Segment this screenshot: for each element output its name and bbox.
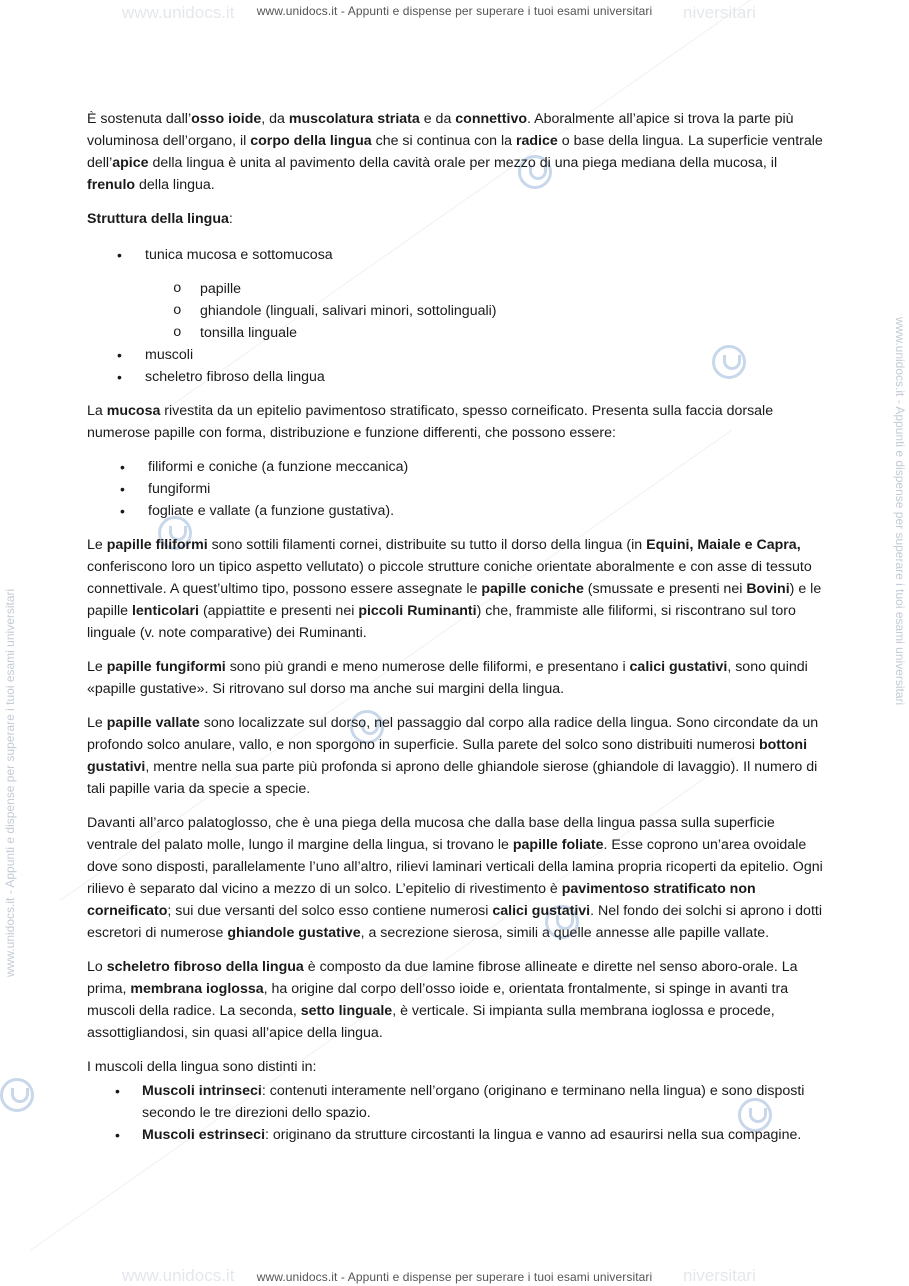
watermark-side-left: www.unidocs.it - Appunti e dispense per superare i tuoi esami universitari (3, 588, 17, 977)
bold-term: frenulo (87, 177, 136, 193)
list-item: • muscoli (87, 344, 827, 366)
list-item: o ghiandole (linguali, salivari minori, sottolinguali) (87, 300, 827, 322)
bold-term: Equini, Maiale e Capra, (646, 537, 801, 553)
papille-types-list (90, 456, 827, 522)
watermark-ghost-text: www.unidocs.it (122, 3, 235, 22)
bold-term: radice (515, 133, 558, 149)
paragraph-mucosa: La mucosa rivestita da un epitelio pavimentoso stratificato, spesso corneificato. Presenta sulla faccia dorsale numerose papille con forma, distribuzione e funzione differenti, che possono essere: (87, 403, 774, 441)
unidocs-logo-icon (0, 1078, 34, 1112)
paragraph-scheletro: Lo scheletro fibroso della lingua è composto da due lamine fibrose allineate e dirette nel senso aboro-orale. La prima, membrana ioglossa, ha origine dal corpo dell’osso ioide e, orientata frontalmente, si spinge in avanti tra muscoli della radice. La seconda, setto linguale, è verticale. Si impianta sulla membrana ioglossa e procede, assottigliandosi, sin quasi all’apice della lingua. (87, 959, 798, 1041)
bold-term: papille coniche (481, 581, 584, 597)
structure-list (87, 344, 827, 388)
watermark-ghost-text: www.unidocs.it (122, 1266, 235, 1285)
paragraph-filiformi: Le papille filiformi sono sottili filamenti cornei, distribuite su tutto il dorso della lingua (in Equini, Maiale e Capra, conferiscono loro un tipico aspetto vellutato) o piccole strutture coniche orientate aboralmente e con asse di tessuto connettivale. A quest’ultimo tipo, possono essere assegnate le papille coniche (smussate e presenti nei Bovini) e le papille lenticolari (appiattite e presenti nei piccoli Ruminanti) che, frammiste alle filiformi, si riscontrano sul toro linguale (v. note comparative) dei Ruminanti. (87, 537, 822, 641)
watermark-side-right: www.unidocs.it - Appunti e dispense per superare i tuoi esami universitari (893, 317, 907, 706)
list-item: o tonsilla linguale (87, 322, 827, 344)
structure-list (87, 244, 827, 266)
bold-term: osso ioide (191, 111, 262, 127)
list-item: • filiformi e coniche (a funzione meccanica) (90, 456, 827, 478)
bold-term: calici gustativi (492, 903, 591, 919)
list-item: • fogliate e vallate (a funzione gustativa). (90, 500, 827, 522)
bold-term: papille filiformi (106, 537, 208, 553)
list-item: • fungiformi (90, 478, 827, 500)
bold-term: bottoni gustativi (87, 737, 808, 775)
bold-term: muscolatura striata (288, 111, 420, 127)
bold-term: piccoli Ruminanti (358, 603, 477, 619)
structure-sublist (87, 278, 827, 344)
bold-term: Bovini (746, 581, 790, 597)
bold-term: scheletro fibroso della lingua (106, 959, 304, 975)
footer-watermark: www.unidocs.it - Appunti e dispense per superare i tuoi esami universitari (256, 1270, 653, 1284)
bold-term: ghiandole gustative (227, 925, 361, 941)
paragraph-foliate: Davanti all’arco palatoglosso, che è una piega della mucosa che dalla base della lingua passa sulla superficie ventrale del palato molle, lungo il margine della lingua, si trovano le papille foliate. Esse coprono un’area ovoidale dove sono disposti, parallelamente l’uno all’altro, rilievi laminari verticali della lamina propria ricoperti da epitelio. Ogni rilievo è separato dal vicino a mezzo di un solco. L’epitelio di rivestimento è pavimentoso stratificato non corneificato; sui due versanti del solco esso contiene numerosi calici gustativi. Nel fondo dei solchi si aprono i dotti escretori di numerose ghiandole gustative, a secrezione sierosa, simili a quelle annesse alle papille vallate. (87, 815, 823, 941)
muscoli-list (87, 1080, 827, 1146)
bold-term: mucosa (106, 403, 161, 419)
bold-term: papille foliate (512, 837, 604, 853)
paragraph-intro: È sostenuta dall’osso ioide, da muscolatura striata e da connettivo. Aboralmente all’apice si trova la parte più voluminosa dell’organo, il corpo della lingua che si continua con la radice o base della lingua. La superficie ventrale dell’apice della lingua è unita al pavimento della cavità orale per mezzo di una piega mediana della mucosa, il frenulo della lingua. (87, 111, 823, 193)
bold-term: papille fungiformi (106, 659, 226, 675)
bold-term: setto linguale (300, 1003, 393, 1019)
list-item: • tunica mucosa e sottomucosa (87, 244, 827, 266)
bold-term: calici gustativi (629, 659, 728, 675)
bold-term: lenticolari (131, 603, 199, 619)
header-watermark: www.unidocs.it - Appunti e dispense per superare i tuoi esami universitari (256, 4, 653, 18)
bold-term: Muscoli estrinseci (142, 1127, 266, 1143)
paragraph-muscoli-intro: I muscoli della lingua sono distinti in: (87, 1059, 317, 1075)
list-item: • Muscoli estrinseci: originano da strutture circostanti la lingua e vanno ad esaurirsi nella sua compagine. (87, 1124, 827, 1146)
document-body (87, 108, 827, 1158)
watermark-ghost-text: niversitari (683, 3, 756, 22)
bold-term: Struttura della lingua (87, 211, 229, 227)
bold-term: corpo della lingua (250, 133, 372, 149)
watermark-ghost-text: niversitari (683, 1266, 756, 1285)
bold-term: apice (112, 155, 149, 171)
bold-term: membrana ioglossa (130, 981, 264, 997)
paragraph-vallate: Le papille vallate sono localizzate sul dorso, nel passaggio dal corpo alla radice della lingua. Sono circondate da un profondo solco anulare, vallo, e non sporgono in superficie. Sulla parete del solco sono distribuiti numerosi bottoni gustativi, mentre nella sua parte più profonda si aprono delle ghiandole sierose (ghiandole di lavaggio). Il numero di tali papille varia da specie a specie. (87, 715, 819, 797)
bold-term: Muscoli intrinseci (142, 1083, 262, 1099)
paragraph-fungiformi: Le papille fungiformi sono più grandi e meno numerose delle filiformi, e presentano i calici gustativi, sono quindi «papille gustative». Si ritrovano sul dorso ma anche sui margini della lingua. (87, 659, 808, 697)
bold-term: papille vallate (106, 715, 200, 731)
structure-heading: Struttura della lingua: (87, 211, 233, 227)
bold-term: pavimentoso stratificato non corneificato (87, 881, 756, 919)
list-item: o papille (87, 278, 827, 300)
list-item: • scheletro fibroso della lingua (87, 366, 827, 388)
bold-term: connettivo (455, 111, 528, 127)
list-item: • Muscoli intrinseci: contenuti interamente nell’organo (originano e terminano nella lingua) e sono disposti secondo le tre direzioni dello spazio. (87, 1080, 827, 1124)
